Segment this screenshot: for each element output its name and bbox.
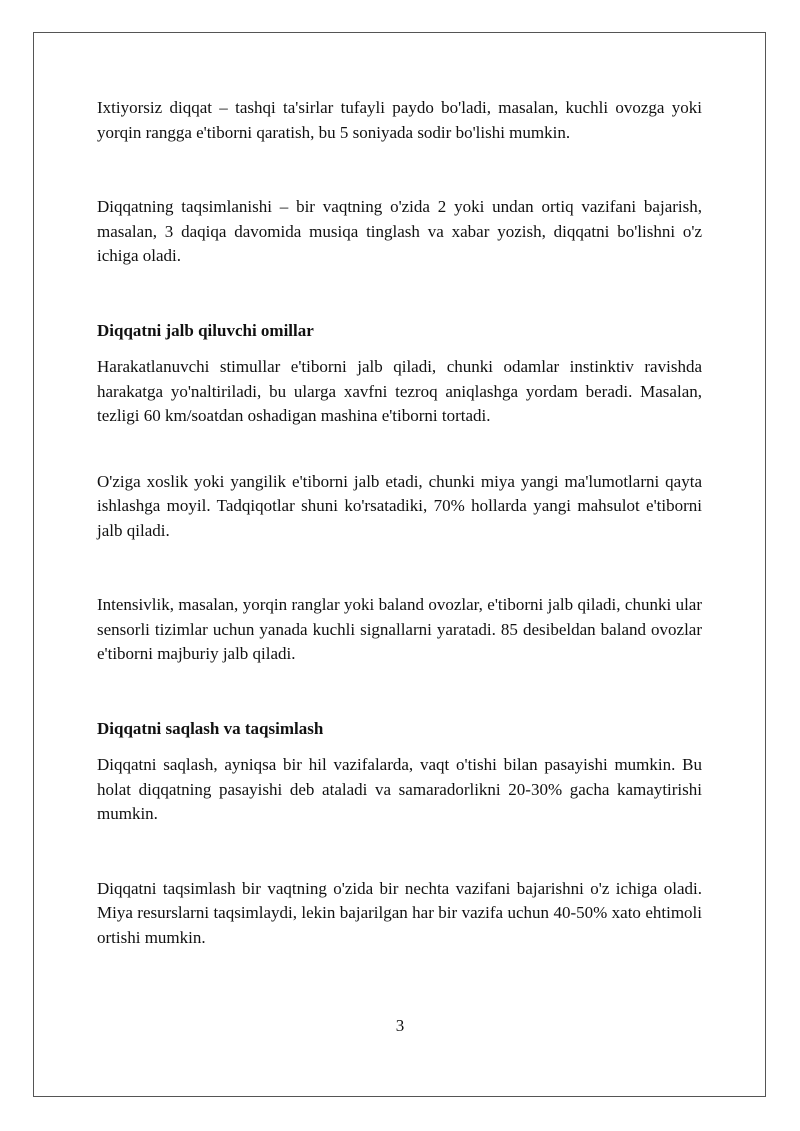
heading-attention-factors: Diqqatni jalb qiluvchi omillar	[97, 320, 314, 340]
document-body	[97, 96, 702, 950]
paragraph-attention-maintenance: Diqqatni saqlash, ayniqsa bir hil vazifalarda, vaqt o'tishi bilan pasayishi mumkin. Bu holat diqqatning pasayishi deb ataladi va samaradorlikni 20-30% gacha kamaytirishi mumkin.	[97, 755, 702, 823]
paragraph-attention-sharing: Diqqatni taqsimlash bir vaqtning o'zida bir nechta vazifani bajarishni o'z ichiga oladi. Miya resurslarni taqsimlaydi, lekin bajarilgan har bir vazifa uchun 40-50% xato ehtimoli ortishi mumkin.	[97, 878, 702, 947]
paragraph-involuntary-attention: Ixtiyorsiz diqqat – tashqi ta'sirlar tufayli paydo bo'ladi, masalan, kuchli ovozga yoki yorqin rangga e'tiborni qaratish, bu 5 soniyada sodir bo'lishi mumkin.	[97, 98, 702, 142]
paragraph-attention-distribution: Diqqatning taqsimlanishi – bir vaqtning o'zida 2 yoki undan ortiq vazifani bajarish, masalan, 3 daqiqa davomida musiqa tinglash va xabar yozish, diqqatni bo'lishni o'z ichiga oladi.	[97, 197, 702, 265]
paragraph-intensity: Intensivlik, masalan, yorqin ranglar yoki baland ovozlar, e'tiborni jalb qiladi, chunki ular sensorli tizimlar uchun yanada kuchli signallarni yaratadi. 85 desibeldan baland ovozlar e'tiborni majburiy jalb qiladi.	[97, 595, 702, 663]
heading-attention-maintenance: Diqqatni saqlash va taqsimlash	[97, 718, 324, 738]
page-number: 3	[395, 1016, 405, 1035]
paragraph-novelty: O'ziga xoslik yoki yangilik e'tiborni jalb etadi, chunki miya yangi ma'lumotlarni qayta ishlashga moyil. Tadqiqotlar shuni ko'rsatadiki, 70% hollarda yangi mahsulot e'tiborni jalb qiladi.	[97, 471, 702, 540]
paragraph-moving-stimuli: Harakatlanuvchi stimullar e'tiborni jalb qiladi, chunki odamlar instinktiv ravishda harakatga yo'naltiriladi, bu ularga xavfni tezroq aniqlashga yordam beradi. Masalan, tezligi 60 km/soatdan oshadigan mashina e'tiborni tortadi.	[97, 357, 702, 425]
